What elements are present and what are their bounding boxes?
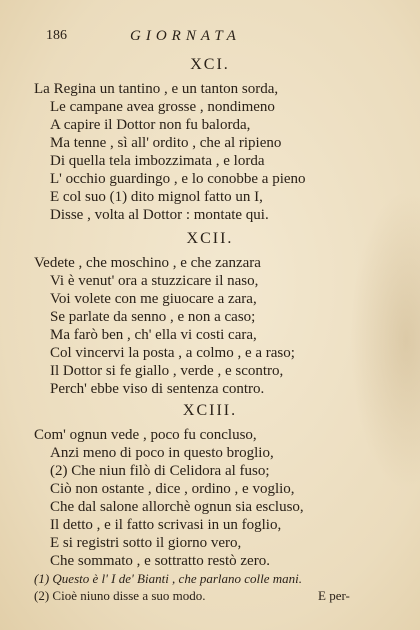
catchword: E per- xyxy=(318,588,350,603)
verse-line: Disse , volta al Dottor : montate qui. xyxy=(50,207,269,223)
verse-line: Anzi meno di poco in questo broglio, xyxy=(50,445,274,461)
page-number: 186 xyxy=(46,28,67,43)
verse-line: La Regina un tantino , e un tanton sorda, xyxy=(34,81,279,97)
verse-line: E si registri sotto il giorno vero, xyxy=(50,535,242,551)
verse-line: Vedete , che moschino , e che zanzara xyxy=(34,255,261,271)
verse-line: Le campane avea grosse , nondimeno xyxy=(50,99,275,115)
verse-line: Vi è venut' ora a stuzzicare il naso, xyxy=(50,273,259,289)
footnote: (2) Cioè niuno disse a suo modo. xyxy=(34,588,206,603)
verse-line: Di quella tela imbozzimata , e lorda xyxy=(50,153,265,169)
verse-line: Che dal salone allorchè ognun sia escluso, xyxy=(50,499,304,515)
verse-line: Il Dottor si fe giallo , verde , e scontro, xyxy=(50,363,284,379)
verse-line: Se parlate da senno , e non a caso; xyxy=(50,309,256,325)
verse-line: E col suo (1) dito mignol fatto un I, xyxy=(50,189,263,205)
verse-line: (2) Che niun filò di Celidora al fuso; xyxy=(50,463,270,479)
verse-line: Il detto , e il fatto scrivasi in un foglio, xyxy=(50,517,282,533)
stanza-number: XCI. xyxy=(190,56,230,73)
verse-line: Com' ognun vede , poco fu concluso, xyxy=(34,427,257,443)
verse-line: Voi volete con me giuocare a zara, xyxy=(50,291,257,307)
stanza-number: XCIII. xyxy=(182,402,238,419)
verse-line: Ma farò ben , ch' ella vi costi cara, xyxy=(50,327,257,343)
verse-line: Ma tenne , sì all' ordito , che al ripieno xyxy=(50,135,282,151)
verse-line: L' occhio guardingo , e lo conobbe a pieno xyxy=(50,171,306,187)
verse-line: Perch' ebbe viso di sentenza contro. xyxy=(50,381,265,397)
verse-line: Ciò non ostante , dice , ordino , e voglio, xyxy=(50,481,295,497)
page-header xyxy=(46,28,360,46)
verse-line: Che sommato , e sottratto restò zero. xyxy=(50,553,270,569)
running-title: GIORNATA xyxy=(130,28,241,44)
stanza-number: XCII. xyxy=(186,230,234,247)
verse-line: Col vincervi la posta , a colmo , e a raso; xyxy=(50,345,295,361)
footnote: (1) Questo è l' I de' Bianti , che parlano colle mani. xyxy=(34,571,303,586)
verse-line: A capire il Dottor non fu balorda, xyxy=(50,117,251,133)
